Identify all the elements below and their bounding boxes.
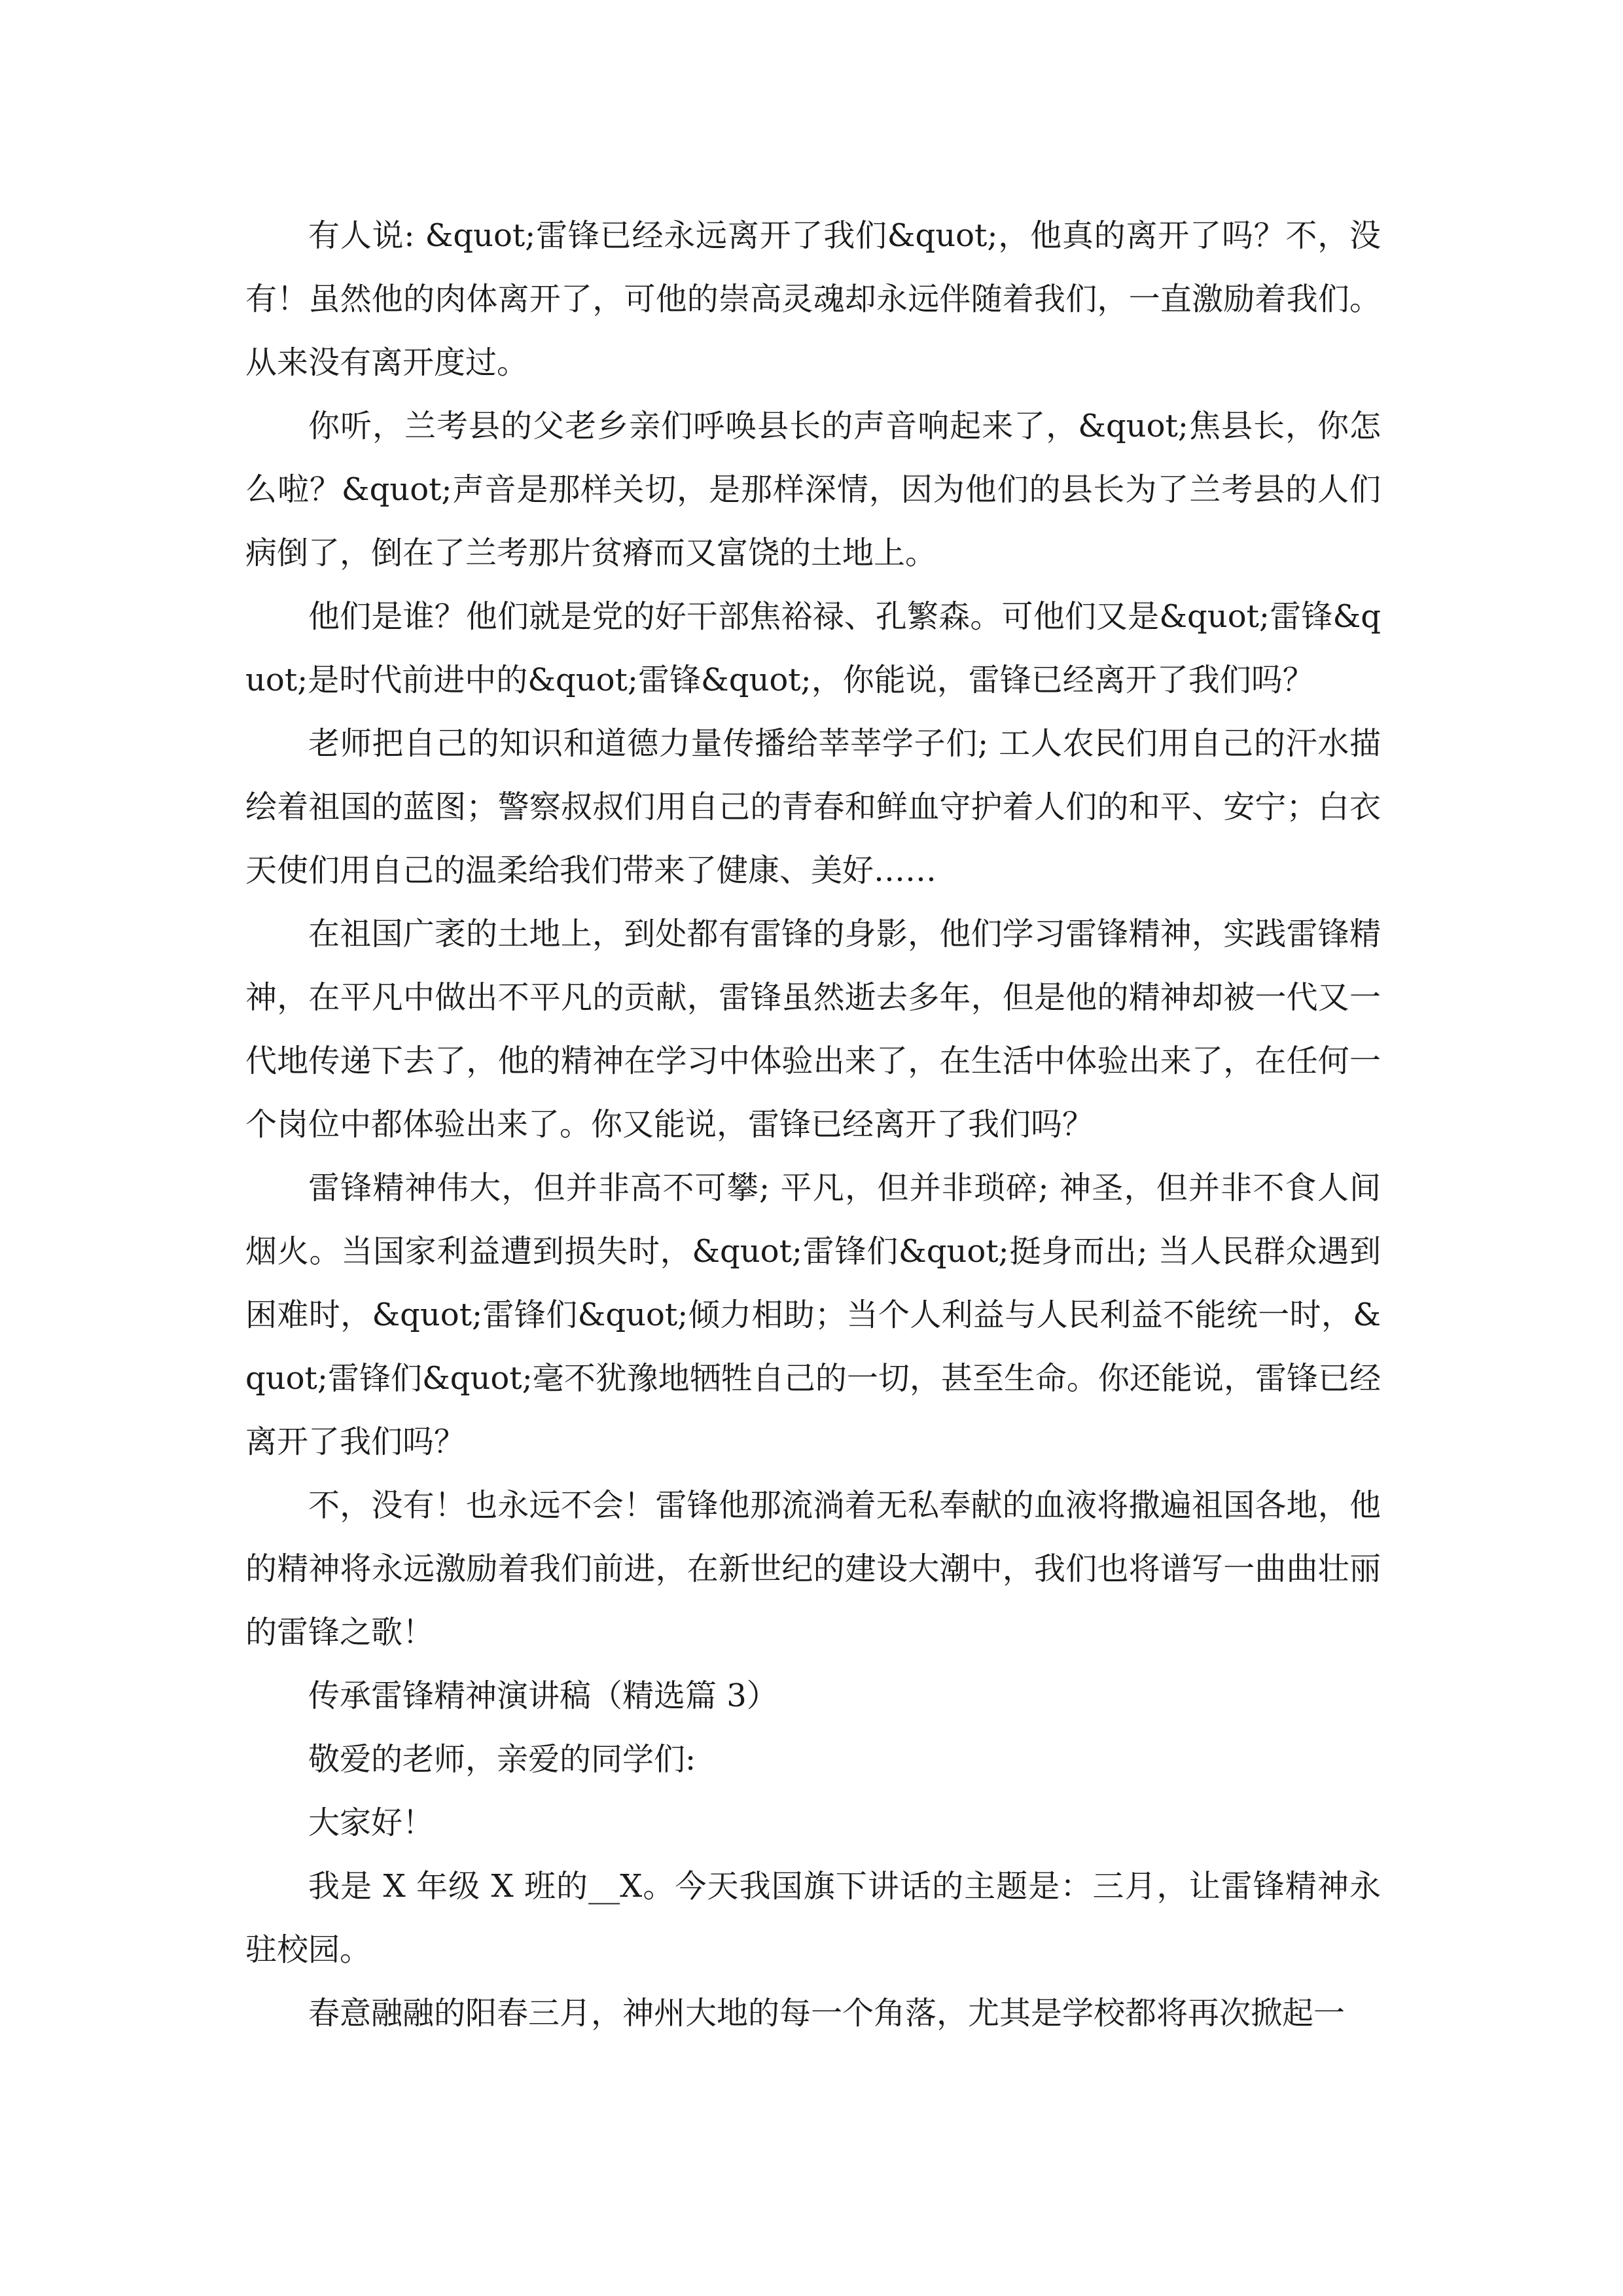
paragraph-1: 有人说: &quot;雷锋已经永远离开了我们&quot;，他真的离开了吗？不，没有！虽然他的肉体离开了，可他的崇高灵魂却永远伴随着我们，一直激励着我们。从来没有离开度过。 xyxy=(245,217,1381,381)
paragraph-4: 老师把自己的知识和道德力量传播给莘莘学子们; 工人农民们用自己的汗水描绘着祖国的蓝图；警察叔叔们用自己的青春和鲜血守护着人们的和平、安宁；白衣天使们用自己的温柔给我们带来了健康、美好…… xyxy=(245,725,1381,889)
document-body xyxy=(245,204,1381,2045)
paragraph-5: 在祖国广袤的土地上，到处都有雷锋的身影，他们学习雷锋精神，实践雷锋精神，在平凡中做出不平凡的贡献，雷锋虽然逝去多年，但是他的精神却被一代又一代地传递下去了，他的精神在学习中体验出来了，在生活中体验出来了，在任何一个岗位中都体验出来了。你又能说，雷锋已经离开了我们吗？ xyxy=(245,916,1381,1143)
paragraph-introduction: 我是 X 年级 X 班的__X。今天我国旗下讲话的主题是：三月，让雷锋精神永驻校园。 xyxy=(245,1868,1381,1968)
paragraph-continued: 春意融融的阳春三月，神州大地的每一个角落，尤其是学校都将再次掀起一 xyxy=(308,1995,1346,2032)
section-title: 传承雷锋精神演讲稿（精选篇 3） xyxy=(308,1677,778,1714)
paragraph-3: 他们是谁？他们就是党的好干部焦裕禄、孔繁森。可他们又是&quot;雷锋&quot;是时代前进中的&quot;雷锋&quot;，你能说，雷锋已经离开了我们吗？ xyxy=(245,598,1381,698)
greeting: 大家好！ xyxy=(308,1804,435,1841)
paragraph-2: 你听，兰考县的父老乡亲们呼唤县长的声音响起来了，&quot;焦县长，你怎么啦？&quot;声音是那样关切，是那样深情，因为他们的县长为了兰考县的人们病倒了，倒在了兰考那片贫瘠而又富饶的土地上。 xyxy=(245,408,1381,571)
paragraph-7: 不，没有！也永远不会！雷锋他那流淌着无私奉献的血液将撒遍祖国各地，他的精神将永远激励着我们前进，在新世纪的建设大潮中，我们也将谱写一曲曲壮丽的雷锋之歌！ xyxy=(245,1487,1381,1651)
paragraph-6: 雷锋精神伟大，但并非高不可攀; 平凡，但并非琐碎; 神圣，但并非不食人间烟火。当国家利益遭到损失时，&quot;雷锋们&quot;挺身而出; 当人民群众遇到困难时，&quot;雷锋们&quot;倾力相助；当个人利益与人民利益不能统一时，&quot;雷锋们&quot;毫不犹豫地牺牲自己的一切，甚至生命。你还能说，雷锋已经离开了我们吗？ xyxy=(245,1170,1381,1460)
salutation: 敬爱的老师，亲爱的同学们: xyxy=(308,1741,696,1778)
